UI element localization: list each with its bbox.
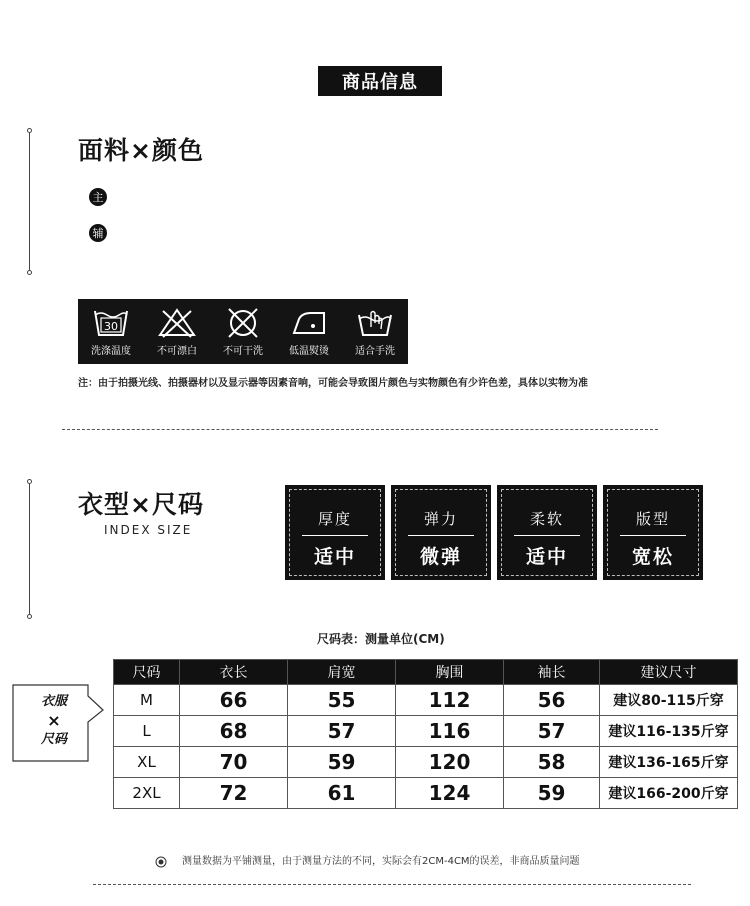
cell-size: L — [114, 716, 180, 747]
cell-sleeve: 57 — [504, 716, 600, 747]
fabric-side-dot-top — [27, 128, 32, 133]
header-sleeve: 袖长 — [504, 660, 600, 685]
cell-shoulder: 61 — [288, 778, 396, 809]
care-instructions-bar — [78, 299, 408, 364]
hand-wash-icon — [355, 305, 395, 339]
care-label-no-bleach: 不可漂白 — [157, 346, 197, 357]
index-size-subtitle: INDEX SIZE — [104, 523, 193, 537]
measurement-note: 测量数据为平铺测量，由于测量方法的不同，实际会有2CM-4CM的误差，非商品质量问题 — [182, 856, 580, 867]
section-header-badge — [318, 66, 442, 96]
no-dry-clean-icon — [223, 305, 263, 339]
cell-chest: 116 — [396, 716, 504, 747]
cell-sleeve: 58 — [504, 747, 600, 778]
header-recommended: 建议尺寸 — [600, 660, 738, 685]
care-label-no-dry-clean: 不可干洗 — [223, 346, 263, 357]
care-label-hand-wash: 适合手洗 — [355, 346, 395, 357]
header-length: 衣长 — [180, 660, 288, 685]
size-table — [113, 659, 738, 809]
cell-sleeve: 59 — [504, 778, 600, 809]
cell-chest: 112 — [396, 685, 504, 716]
header-chest: 胸围 — [396, 660, 504, 685]
attribute-divider — [620, 535, 686, 536]
cell-size: 2XL — [114, 778, 180, 809]
low-iron-icon — [289, 305, 329, 339]
cell-recommended: 建议166-200斤穿 — [600, 778, 738, 809]
cell-chest: 124 — [396, 778, 504, 809]
section-header-title: 商品信息 — [342, 72, 418, 93]
table-row — [114, 747, 738, 778]
cell-shoulder: 55 — [288, 685, 396, 716]
cell-length: 66 — [180, 685, 288, 716]
attribute-box-thickness — [285, 485, 385, 580]
cell-length: 72 — [180, 778, 288, 809]
care-label-wash: 洗涤温度 — [91, 346, 131, 357]
callout-line-1: 衣服 — [40, 694, 67, 709]
fabric-title: 面料×颜色 — [78, 136, 204, 165]
attribute-value: 微弹 — [419, 546, 462, 568]
size-side-dot-top — [27, 479, 32, 484]
index-size-title: 衣型×尺码 — [78, 490, 204, 519]
cell-recommended: 建议116-135斤穿 — [600, 716, 738, 747]
attribute-box-softness — [497, 485, 597, 580]
wash-temp-text: 30 — [104, 320, 118, 333]
header-shoulder: 肩宽 — [288, 660, 396, 685]
cell-length: 68 — [180, 716, 288, 747]
care-label-low-iron: 低温熨烫 — [289, 346, 329, 357]
callout-text — [22, 692, 86, 749]
care-item-wash — [78, 299, 144, 364]
attribute-value: 宽松 — [631, 546, 674, 568]
callout-line-2: × — [47, 711, 61, 730]
attribute-box-elasticity — [391, 485, 491, 580]
aux-fabric-chip: 辅 — [89, 224, 107, 242]
table-row — [114, 716, 738, 747]
size-side-line — [29, 482, 30, 617]
bullet-icon — [155, 853, 167, 865]
cell-shoulder: 57 — [288, 716, 396, 747]
cell-sleeve: 56 — [504, 685, 600, 716]
cell-chest: 120 — [396, 747, 504, 778]
attribute-value: 适中 — [525, 546, 568, 568]
cell-recommended: 建议136-165斤穿 — [600, 747, 738, 778]
bottom-divider — [93, 884, 691, 885]
wash-30-icon — [91, 305, 131, 339]
fabric-side-dot-bottom — [27, 270, 32, 275]
cell-length: 70 — [180, 747, 288, 778]
attribute-divider — [514, 535, 580, 536]
cell-size: M — [114, 685, 180, 716]
size-table-header-row — [114, 660, 738, 685]
cell-shoulder: 59 — [288, 747, 396, 778]
attribute-divider — [302, 535, 368, 536]
no-bleach-icon — [157, 305, 197, 339]
attribute-name: 弹力 — [423, 510, 458, 528]
size-table-caption: 尺码表：测量单位(CM) — [317, 632, 445, 646]
attribute-value: 适中 — [313, 546, 356, 568]
attribute-name: 版型 — [635, 510, 670, 528]
section-divider — [62, 429, 658, 430]
fabric-side-line — [29, 131, 30, 273]
table-row — [114, 685, 738, 716]
care-item-no-dry-clean — [210, 299, 276, 364]
attribute-divider — [408, 535, 474, 536]
clothes-size-callout — [12, 684, 104, 762]
size-side-dot-bottom — [27, 614, 32, 619]
color-difference-note: 注：由于拍摄光线、拍摄器材以及显示器等因素音响，可能会导致图片颜色与实物颜色有少许色差，具体以实物为准 — [78, 378, 588, 389]
cell-recommended: 建议80-115斤穿 — [600, 685, 738, 716]
header-size: 尺码 — [114, 660, 180, 685]
care-item-hand-wash — [342, 299, 408, 364]
care-item-low-iron — [276, 299, 342, 364]
main-fabric-chip: 主 — [89, 188, 107, 206]
callout-line-3: 尺码 — [40, 732, 67, 747]
attribute-box-fit — [603, 485, 703, 580]
table-row — [114, 778, 738, 809]
attribute-name: 厚度 — [317, 510, 352, 528]
care-item-no-bleach — [144, 299, 210, 364]
attribute-name: 柔软 — [529, 510, 564, 528]
cell-size: XL — [114, 747, 180, 778]
